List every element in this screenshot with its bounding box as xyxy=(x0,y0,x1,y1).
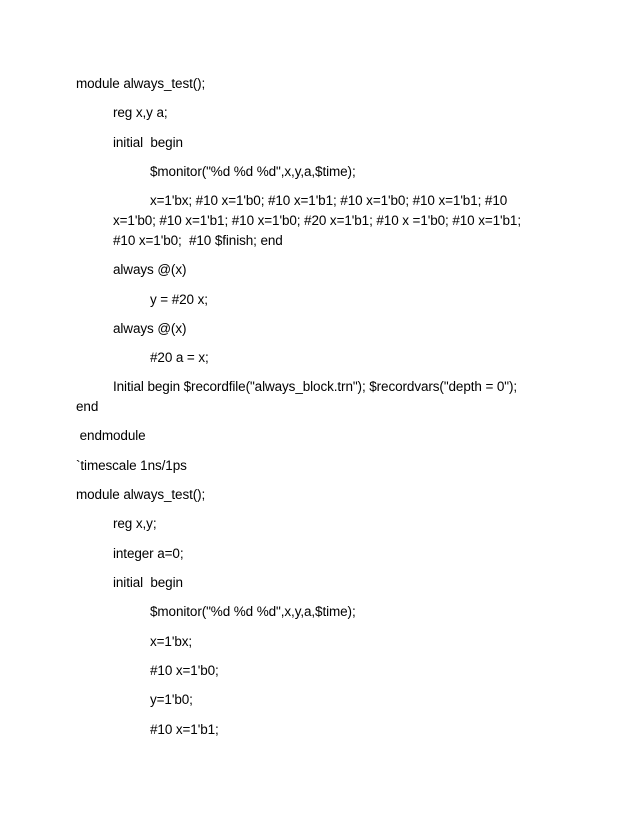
code-line-22: #10 x=1'b0; xyxy=(150,663,219,678)
code-line-20: $monitor("%d %d %d",x,y,a,$time); xyxy=(150,604,356,619)
code-line-5: x=1'bx; #10 x=1'b0; #10 x=1'b1; #10 x=1'b0; #10 x=1'b1; #10 xyxy=(150,193,508,208)
code-line-9: y = #20 x; xyxy=(150,292,208,307)
code-line-10: always @(x) xyxy=(113,321,187,336)
code-line-12: Initial begin $recordfile("always_block.trn"); $recordvars("depth = 0"); xyxy=(113,379,518,394)
code-line-6: x=1'b0; #10 x=1'b1; #10 x=1'b0; #20 x=1'b1; #10 x =1'b0; #10 x=1'b1; xyxy=(113,213,521,228)
code-line-14: endmodule xyxy=(76,428,146,443)
code-line-13: end xyxy=(76,399,99,414)
code-line-8: always @(x) xyxy=(113,262,187,277)
code-line-24: #10 x=1'b1; xyxy=(150,722,219,737)
code-line-2: reg x,y a; xyxy=(113,105,168,120)
code-line-3: initial begin xyxy=(113,135,183,150)
code-line-16: module always_test(); xyxy=(76,487,206,502)
code-line-21: x=1'bx; xyxy=(150,634,193,649)
code-line-18: integer a=0; xyxy=(113,546,184,561)
code-line-19: initial begin xyxy=(113,575,183,590)
code-line-15: `timescale 1ns/1ps xyxy=(76,458,187,473)
code-line-7: #10 x=1'b0; #10 $finish; end xyxy=(113,233,283,248)
code-line-4: $monitor("%d %d %d",x,y,a,$time); xyxy=(150,164,356,179)
code-line-11: #20 a = x; xyxy=(150,350,209,365)
code-line-23: y=1'b0; xyxy=(150,692,193,707)
code-line-17: reg x,y; xyxy=(113,516,157,531)
code-line-1: module always_test(); xyxy=(76,76,206,91)
